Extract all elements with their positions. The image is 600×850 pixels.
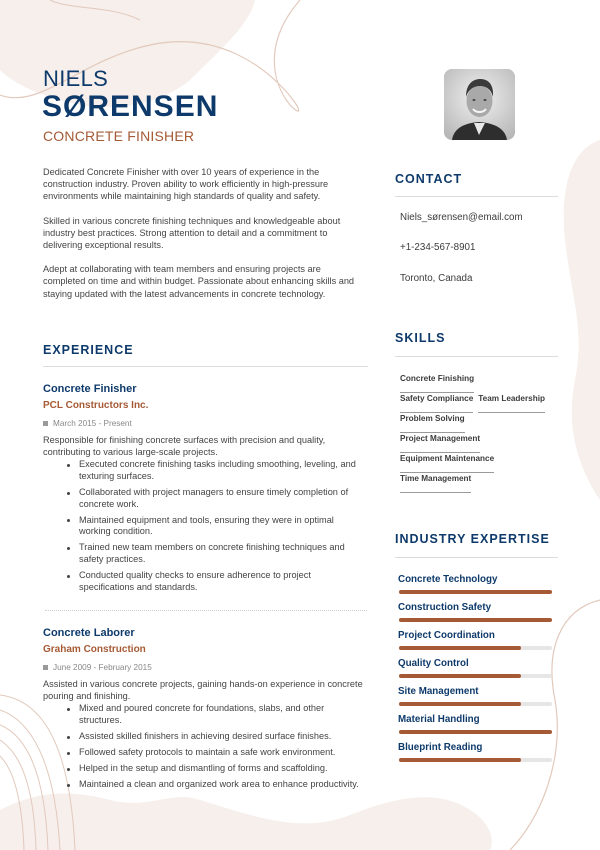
expertise-label: Construction Safety xyxy=(398,602,492,613)
job-bullet: Mixed and poured concrete for foundations, slabs, and other structures. xyxy=(67,703,368,726)
expertise-bar-track xyxy=(399,618,552,622)
expertise-label: Project Coordination xyxy=(398,630,495,641)
job-entry xyxy=(43,383,368,598)
expertise-label: Blueprint Reading xyxy=(398,742,483,753)
experience-divider xyxy=(43,366,368,367)
expertise-bar-track xyxy=(399,674,552,678)
job-bullet: Executed concrete finishing tasks including smoothing, leveling, and texturing surfaces. xyxy=(67,459,368,482)
contact-location: Toronto, Canada xyxy=(400,273,473,284)
job-bullets xyxy=(67,459,368,593)
skills-list xyxy=(400,373,560,493)
expertise-bar-fill xyxy=(399,730,552,734)
profile-photo xyxy=(444,69,515,140)
skill-tag: Concrete Finishing xyxy=(400,373,474,393)
job-role: Concrete Laborer xyxy=(43,627,135,639)
expertise-item xyxy=(398,574,552,602)
expertise-bar-fill xyxy=(399,758,521,762)
skill-tag: Project Management xyxy=(400,433,480,453)
skills-title: SKILLS xyxy=(395,331,446,345)
calendar-icon xyxy=(43,665,48,670)
experience-title: EXPERIENCE xyxy=(43,343,134,357)
job-bullet: Trained new team members on concrete finishing techniques and safety practices. xyxy=(67,542,368,565)
expertise-bar-fill xyxy=(399,702,521,706)
contact-divider xyxy=(395,196,558,197)
job-bullet: Conducted quality checks to ensure adherence to project specifications and standards. xyxy=(67,570,368,593)
expertise-bar-fill xyxy=(399,646,521,650)
expertise-label: Quality Control xyxy=(398,658,469,669)
skill-tag: Safety Compliance xyxy=(400,393,473,413)
expertise-bar-track xyxy=(399,758,552,762)
expertise-label: Site Management xyxy=(398,686,479,697)
job-bullet: Helped in the setup and dismantling of forms and scaffolding. xyxy=(67,763,368,775)
job-role: Concrete Finisher xyxy=(43,383,137,395)
job-dates xyxy=(43,663,368,672)
expertise-bar-fill xyxy=(399,590,552,594)
expertise-label: Concrete Technology xyxy=(398,574,498,585)
skill-tag: Equipment Maintenance xyxy=(400,453,494,473)
job-bullets xyxy=(67,703,368,791)
expertise-item xyxy=(398,630,552,658)
expertise-list xyxy=(398,574,552,770)
job-dates-text: June 2009 - February 2015 xyxy=(53,663,152,672)
expertise-item xyxy=(398,658,552,686)
expertise-item xyxy=(398,686,552,714)
job-separator xyxy=(45,610,367,611)
job-company: Graham Construction xyxy=(43,644,146,655)
contact-title: CONTACT xyxy=(395,172,463,186)
job-company: PCL Constructors Inc. xyxy=(43,400,149,411)
expertise-label: Material Handling xyxy=(398,714,480,725)
skill-tag: Time Management xyxy=(400,473,471,493)
job-description: Responsible for finishing concrete surfaces with precision and quality, contributing to various large-scale projects. xyxy=(43,435,326,458)
job-bullet: Collaborated with project managers to ensure timely completion of concrete work. xyxy=(67,487,368,510)
skill-tag: Team Leadership xyxy=(478,393,545,413)
expertise-bar-track xyxy=(399,590,552,594)
last-name: SØRENSEN xyxy=(42,90,219,123)
person-photo-icon xyxy=(444,69,515,140)
job-dates xyxy=(43,419,368,428)
job-dates-text: March 2015 - Present xyxy=(53,419,132,428)
expertise-bar-fill xyxy=(399,674,521,678)
expertise-item xyxy=(398,602,552,630)
job-bullet: Assisted skilled finishers in achieving desired surface finishes. xyxy=(67,731,368,743)
job-entry xyxy=(43,627,368,795)
expertise-title: INDUSTRY EXPERTISE xyxy=(395,532,550,546)
summary xyxy=(43,166,363,312)
calendar-icon xyxy=(43,421,48,426)
expertise-bar-track xyxy=(399,730,552,734)
skills-divider xyxy=(395,356,558,357)
expertise-divider xyxy=(395,557,558,558)
summary-paragraph: Adept at collaborating with team members and ensuring projects are completed on time and within budget. Passionate about enhancing skills and staying updated with the latest advancements in concrete technology. xyxy=(43,264,355,299)
job-description: Assisted in various concrete projects, gaining hands-on experience in concrete pouring and finishing. xyxy=(43,679,363,702)
expertise-item xyxy=(398,714,552,742)
expertise-bar-track xyxy=(399,646,552,650)
first-name: NIELS xyxy=(43,66,109,91)
job-bullet: Maintained a clean and organized work area to enhance productivity. xyxy=(67,779,368,791)
job-bullet: Maintained equipment and tools, ensuring they were in optimal working condition. xyxy=(67,515,368,538)
contact-phone[interactable]: +1-234-567-8901 xyxy=(400,242,476,253)
summary-paragraph: Dedicated Concrete Finisher with over 10 years of experience in the construction industry. Proven ability to work efficiently in high-pressure environments while maintaining high standards of quality and safety. xyxy=(43,167,329,202)
contact-email[interactable]: Niels_sørensen@email.com xyxy=(400,212,523,223)
summary-paragraph: Skilled in various concrete finishing techniques and knowledgeable about industry best practices. Strong attention to detail and a commitment to delivering exceptional results. xyxy=(43,215,341,251)
expertise-item xyxy=(398,742,552,770)
expertise-bar-track xyxy=(399,702,552,706)
job-title: CONCRETE FINISHER xyxy=(43,128,195,144)
expertise-bar-fill xyxy=(399,618,552,622)
skill-tag: Problem Solving xyxy=(400,413,465,433)
job-bullet: Followed safety protocols to maintain a safe work environment. xyxy=(67,747,368,759)
